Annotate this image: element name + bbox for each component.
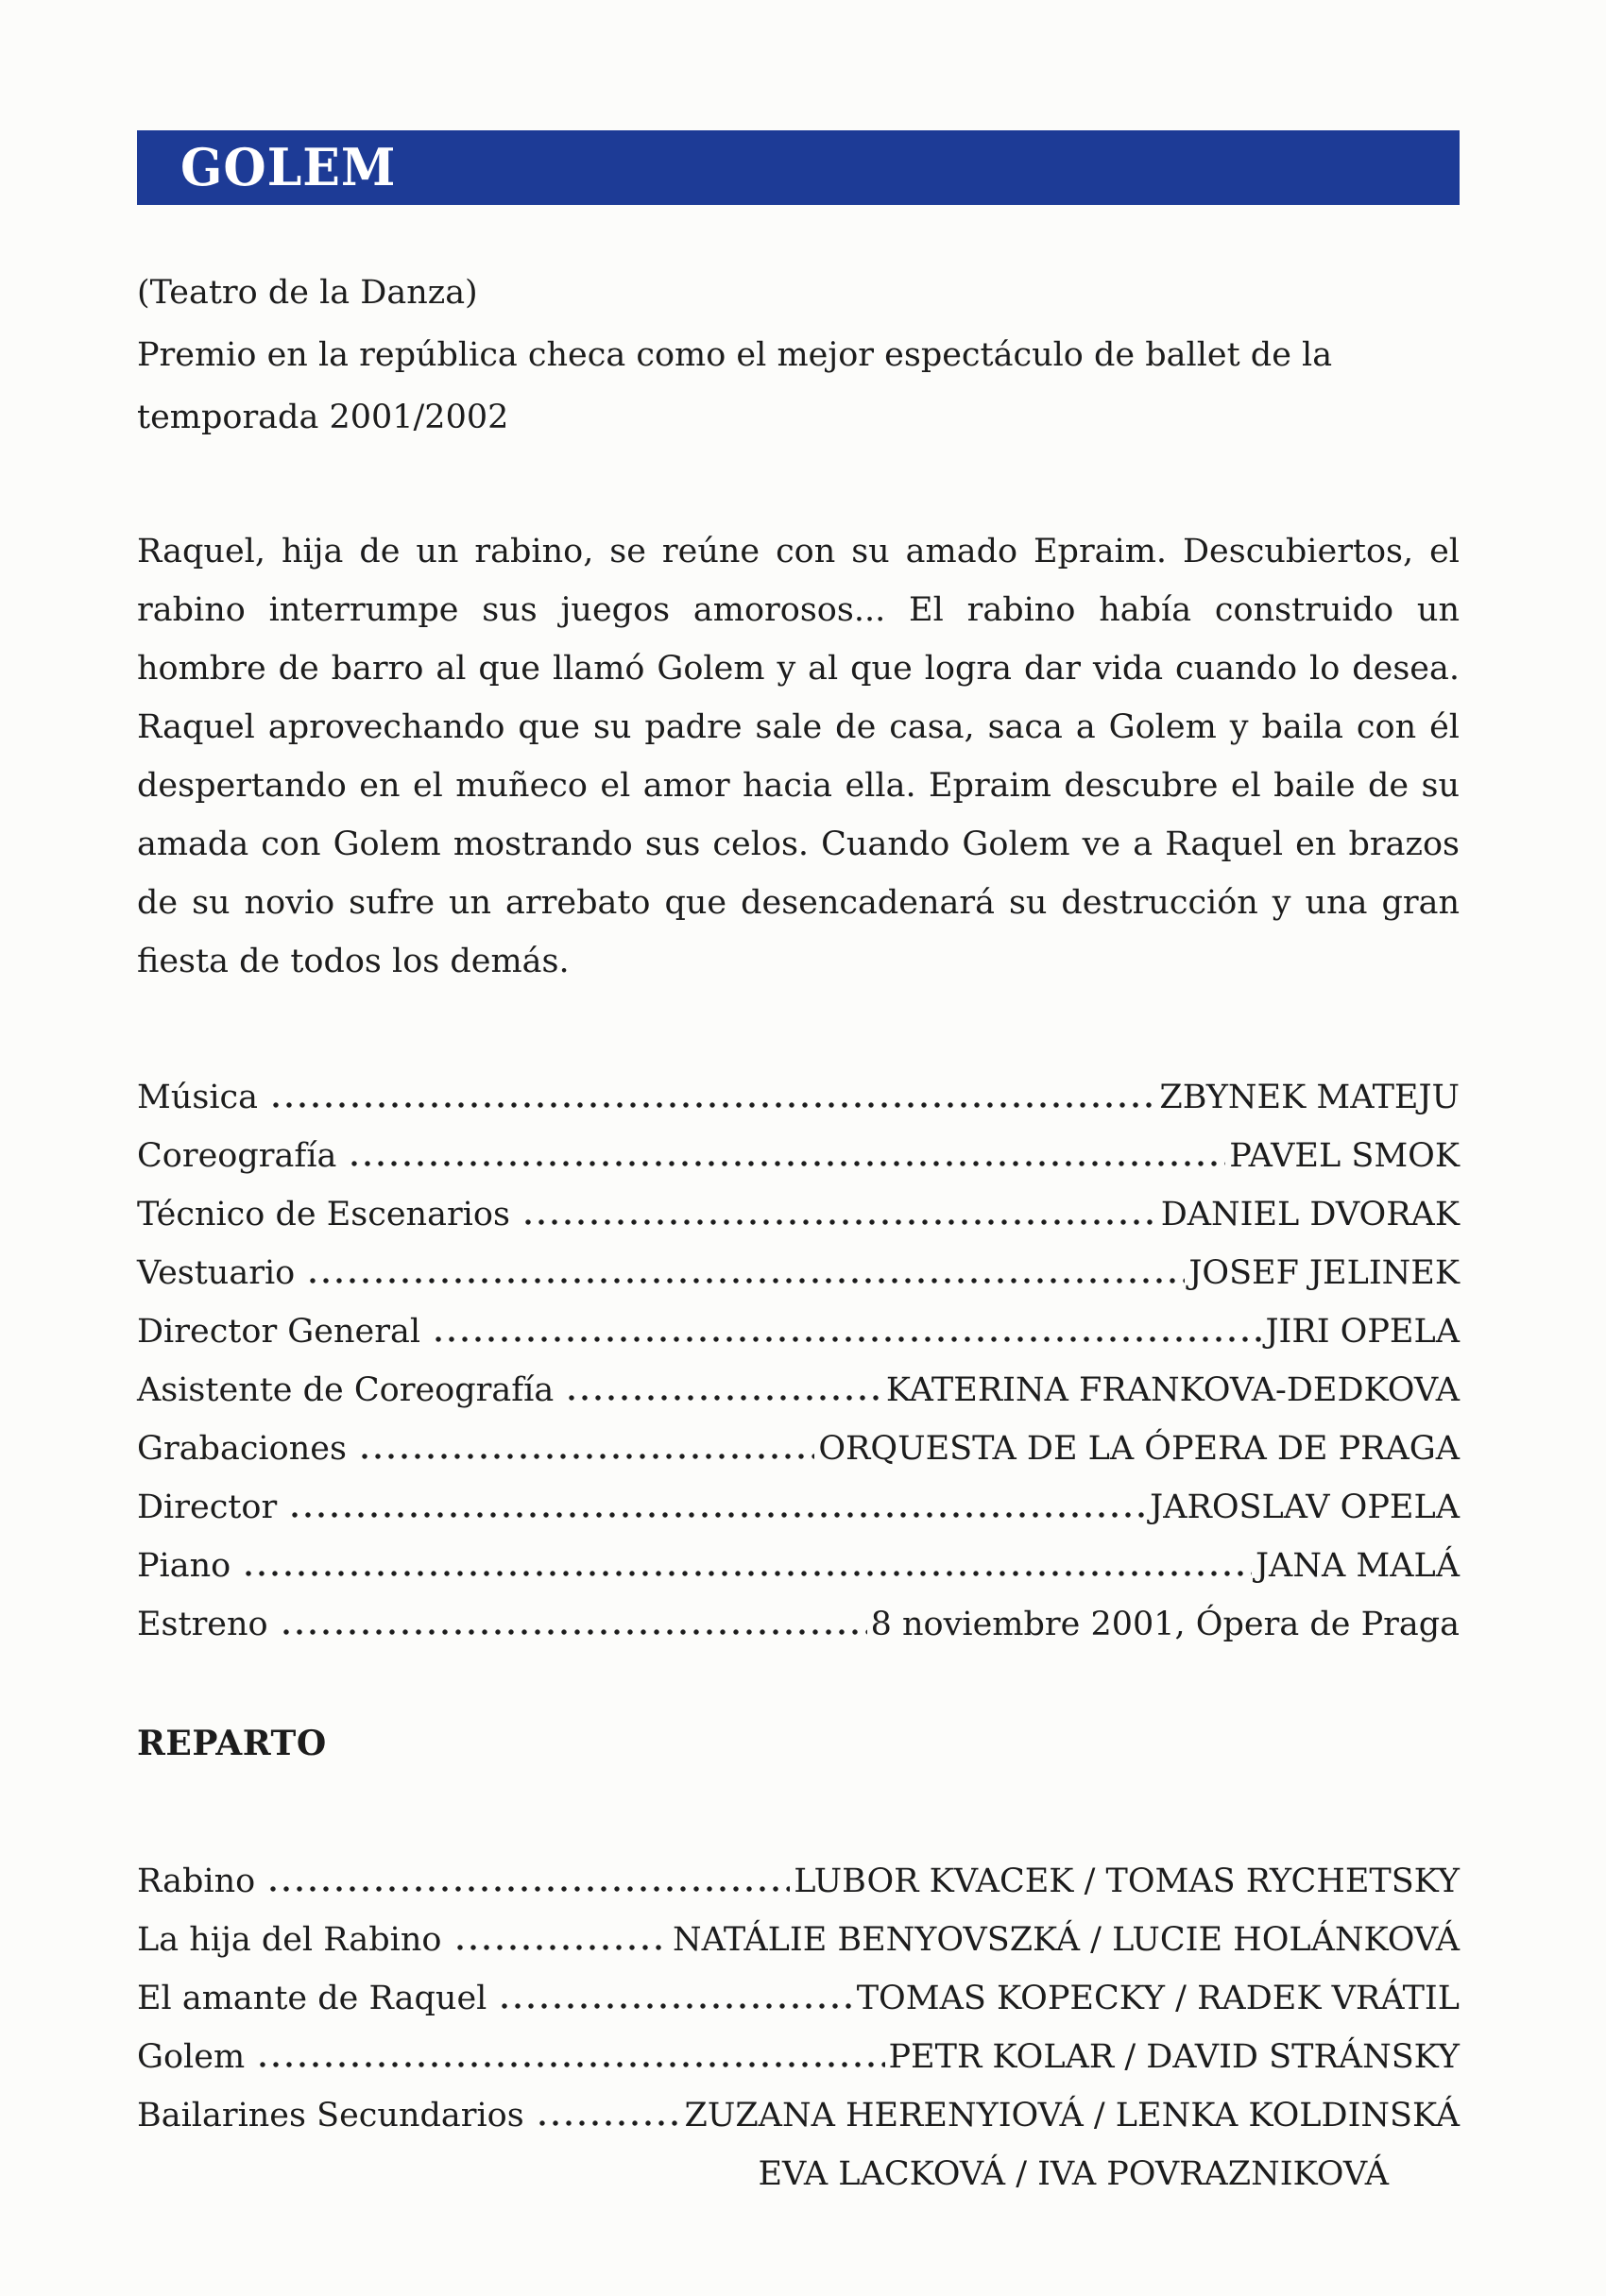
intro-block <box>137 262 1460 449</box>
credit-row <box>137 1420 1460 1478</box>
credit-label: Piano <box>137 1547 231 1585</box>
cast-row <box>137 2086 1460 2145</box>
dot-leader <box>358 1454 814 1459</box>
cast-list <box>137 1852 1460 2203</box>
credit-value: 8 noviembre 2001, Ópera de Praga <box>870 1606 1460 1643</box>
credit-value: DANIEL DVORAK <box>1160 1196 1460 1233</box>
title-banner <box>137 130 1460 205</box>
credits-list <box>137 1068 1460 1654</box>
credit-label: Vestuario <box>137 1254 296 1292</box>
dot-leader <box>256 2062 884 2067</box>
credit-label: Técnico de Escenarios <box>137 1196 510 1233</box>
page-content <box>0 130 1606 2203</box>
dot-leader <box>536 2120 681 2126</box>
synopsis-paragraph: Raquel, hija de un rabino, se reúne con su amado Epraim. Descubiertos, el rabino interrumpe sus juegos amorosos... El rabino había construido un hombre de barro al que llamó Golem y al que logra dar vida cuando lo desea. Raquel aprovechando que su padre sale de casa, saca a Golem y baila con él despertando en el muñeco el amor hacia ella. Epraim descubre el baile de su amada con Golem mostrando sus celos. Cuando Golem ve a Raquel en brazos de su novio sufre un arrebato que desencadenará su destrucción y una gran fiesta de todos los demás. <box>137 533 1460 980</box>
credit-value: ZBYNEK MATEJU <box>1159 1079 1460 1116</box>
credit-value: LUBOR KVACEK / TOMAS RYCHETSKY <box>794 1862 1460 1900</box>
dot-leader <box>498 2003 852 2009</box>
credit-label: Coreografía <box>137 1137 337 1175</box>
credit-label: La hija del Rabino <box>137 1921 442 1959</box>
credit-row <box>137 1127 1460 1185</box>
credit-row <box>137 1244 1460 1302</box>
cast-row <box>137 1852 1460 1911</box>
cast-row <box>137 1969 1460 2028</box>
credit-label: Bailarines Secundarios <box>137 2097 524 2134</box>
credit-row <box>137 1478 1460 1537</box>
dot-leader <box>306 1278 1185 1284</box>
credit-label: Director General <box>137 1313 421 1351</box>
credit-value: JANA MALÁ <box>1256 1547 1460 1585</box>
credit-value: KATERINA FRANKOVA-DEDKOVA <box>885 1371 1460 1409</box>
credit-value: PETR KOLAR / DAVID STRÁNSKY <box>888 2038 1460 2076</box>
dot-leader <box>432 1336 1262 1342</box>
credit-value: ZUZANA HERENYIOVÁ / LENKA KOLDINSKÁ <box>684 2097 1460 2134</box>
credit-value: PAVEL SMOK <box>1229 1137 1460 1175</box>
dot-leader <box>453 1945 669 1950</box>
cast-row-continuation <box>137 2145 1460 2203</box>
credit-row <box>137 1068 1460 1127</box>
credit-value: JIRI OPELA <box>1265 1313 1460 1351</box>
credit-label: Asistente de Coreografía <box>137 1371 555 1409</box>
dot-leader <box>565 1395 882 1401</box>
credit-label: El amante de Raquel <box>137 1980 487 2017</box>
credit-label: Golem <box>137 2038 246 2076</box>
venue-line: (Teatro de la Danza) <box>137 274 478 312</box>
credit-label: Director <box>137 1488 278 1526</box>
cast-heading: REPARTO <box>137 1724 327 1763</box>
credit-value: JOSEF JELINEK <box>1188 1254 1460 1292</box>
credit-label: Música <box>137 1079 259 1116</box>
dot-leader <box>288 1512 1146 1518</box>
credit-value: NATÁLIE BENYOVSZKÁ / LUCIE HOLÁNKOVÁ <box>672 1921 1460 1959</box>
dot-leader <box>242 1571 1252 1576</box>
credit-label: Rabino <box>137 1862 256 1900</box>
credit-value: ORQUESTA DE LA ÓPERA DE PRAGA <box>818 1430 1460 1468</box>
credit-value: TOMAS KOPECKY / RADEK VRÁTIL <box>856 1980 1460 2017</box>
dot-leader <box>280 1629 867 1635</box>
cast-row <box>137 1911 1460 1969</box>
page-title: GOLEM <box>180 136 397 197</box>
credit-row <box>137 1302 1460 1361</box>
award-line: Premio en la república checa como el mejor espectáculo de ballet de la temporada 2001/2002 <box>137 336 1333 436</box>
cast-row <box>137 2028 1460 2086</box>
credit-label: Grabaciones <box>137 1430 347 1468</box>
credit-row <box>137 1185 1460 1244</box>
dot-leader <box>348 1161 1225 1166</box>
credit-row <box>137 1361 1460 1420</box>
dot-leader <box>269 1102 1155 1108</box>
credit-row <box>137 1537 1460 1595</box>
dot-leader <box>266 1886 790 1892</box>
dot-leader <box>521 1219 1157 1225</box>
credit-value: EVA LACKOVÁ / IVA POVRAZNIKOVÁ <box>758 2155 1389 2193</box>
credit-label: Estreno <box>137 1606 268 1643</box>
credit-row <box>137 1595 1460 1654</box>
credit-value: JAROSLAV OPELA <box>1150 1488 1460 1526</box>
